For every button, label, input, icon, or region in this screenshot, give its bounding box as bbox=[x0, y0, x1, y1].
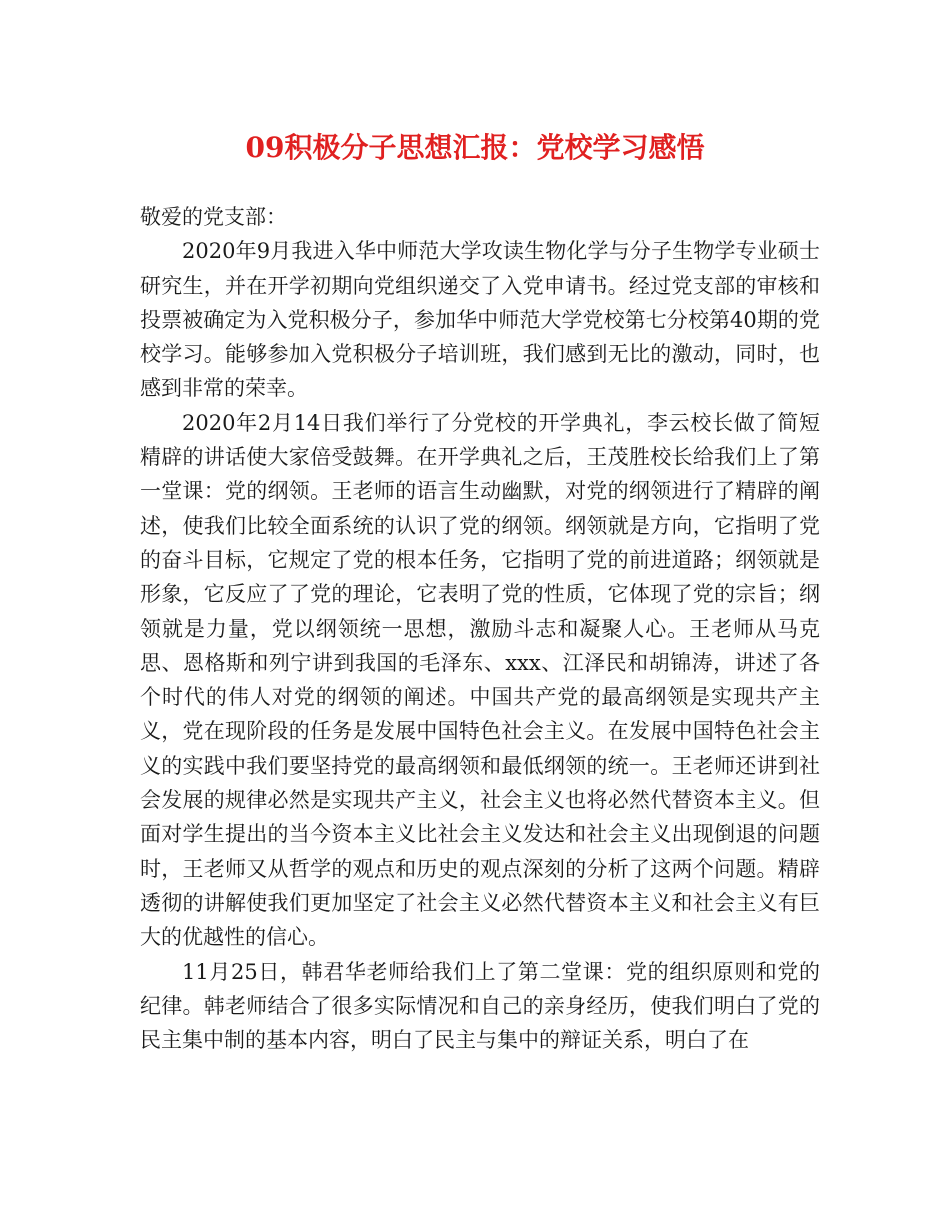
paragraph-1: 2020年9月我进入华中师范大学攻读生物化学与分子生物学专业硕士研究生，并在开学初期向党组织递交了入党申请书。经过党支部的审核和投票被确定为入党积极分子，参加华中师范大学党校第七分校第40期的党校学习。能够参加入党积极分子培训班，我们感到无比的激动，同时，也感到非常的荣幸。 bbox=[140, 239, 820, 401]
document-body bbox=[140, 200, 820, 1057]
salutation: 敬爱的党支部： bbox=[140, 205, 287, 229]
paragraph-3: 11月25日，韩君华老师给我们上了第二堂课：党的组织原则和党的纪律。韩老师结合了很多实际情况和自己的亲身经历，使我们明白了党的民主集中制的基本内容，明白了民主与集中的辩证关系，明白了在 bbox=[140, 959, 820, 1053]
document-title: 09积极分子思想汇报：党校学习感悟 bbox=[245, 131, 705, 164]
paragraph-2: 2020年2月14日我们举行了分党校的开学典礼，李云校长做了简短精辟的讲话使大家倍受鼓舞。在开学典礼之后，王茂胜校长给我们上了第一堂课：党的纲领。王老师的语言生动幽默，对党的纲领进行了精辟的阐述，使我们比较全面系统的认识了党的纲领。纲领就是方向，它指明了党的奋斗目标，它规定了党的根本任务，它指明了党的前进道路；纲领就是形象，它反应了了党的理论，它表明了党的性质，它体现了党的宗旨；纲领就是力量，党以纲领统一思想，激励斗志和凝聚人心。王老师从马克思、恩格斯和列宁讲到我国的毛泽东、xxx、江泽民和胡锦涛，讲述了各个时代的伟人对党的纲领的阐述。中国共产党的最高纲领是实现共产主义，党在现阶段的任务是发展中国特色社会主义。在发展中国特色社会主义的实践中我们要坚持党的最高纲领和最低纲领的统一。王老师还讲到社会发展的规律必然是实现共产主义，社会主义也将必然代替资本主义。但面对学生提出的当今资本主义比社会主义发达和社会主义出现倒退的问题时，王老师又从哲学的观点和历史的观点深刻的分析了这两个问题。精辟透彻的讲解使我们更加坚定了社会主义必然代替资本主义和社会主义有巨大的优越性的信心。 bbox=[140, 410, 820, 950]
